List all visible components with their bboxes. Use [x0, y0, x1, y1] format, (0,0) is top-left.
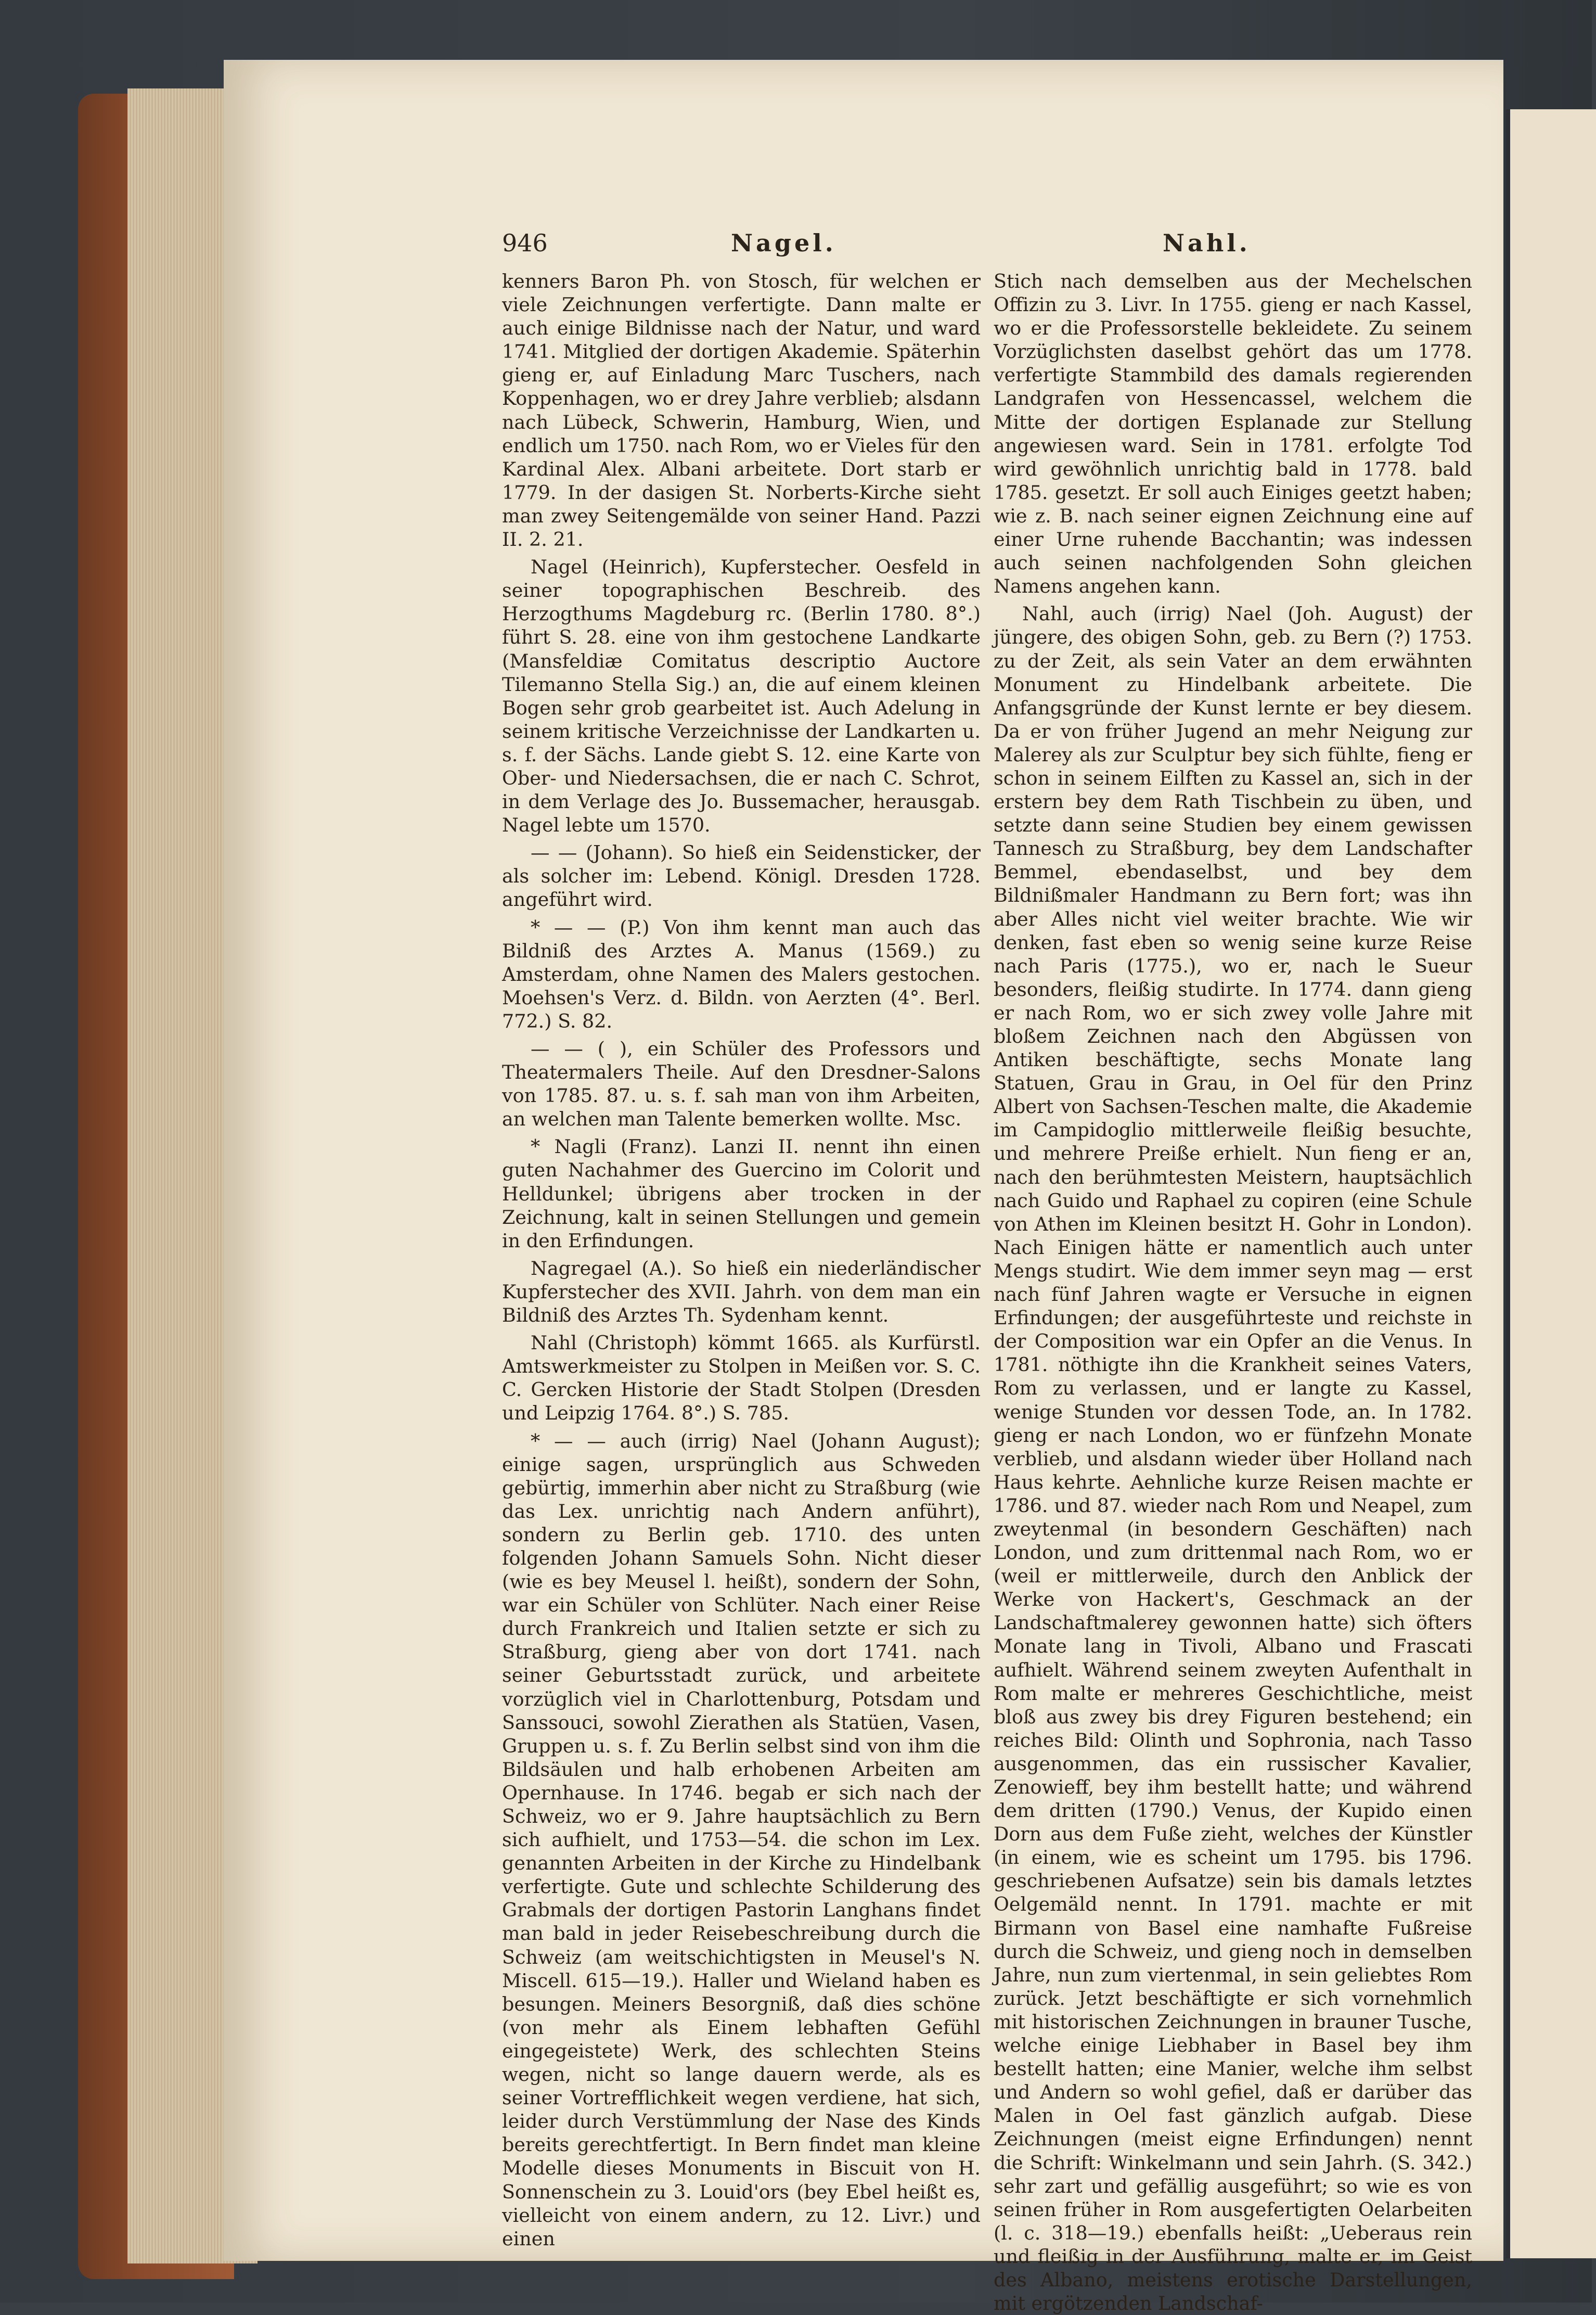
- left-text-column: [502, 270, 981, 2250]
- paragraph: — — ( ), ein Schüler des Professors und Theatermalers Theile. Auf den Dresdner-Salons von 1785. 87. u. s. f. sah man von ihm Arbeiten, an welchen man Talente bemerken wollte. Msc.: [502, 1038, 981, 1131]
- left-heading: Nagel.: [731, 229, 836, 257]
- paragraph: Stich nach demselben aus der Mechelschen Offizin zu 3. Livr. In 1755. gieng er nach Kassel, wo er die Professorstelle bekleidete. Zu seinem Vorzüglichsten daselbst gehört das um 1778. verfertigte Stammbild des damals regierenden Landgrafen von Hessencassel, welchem die Mitte der dortigen Esplanade zur Stellung angewiesen ward. Sein in 1781. erfolgte Tod wird gewöhnlich unrichtig bald in 1778. bald 1785. gesetzt. Er soll auch Einiges geetzt haben; wie z. B. nach seiner eignen Zeichnung eine auf einer Urne ruhende Bacchantin; was indessen auch seinen nachfolgenden Sohn gleichen Namens angehen kann.: [994, 270, 1472, 598]
- paragraph: * — — auch (irrig) Nael (Johann August); einige sagen, ursprünglich aus Schweden gebürtig, immerhin aber nicht zu Straßburg (wie das Lex. unrichtig nach Andern anführt), sondern zu Berlin geb. 1710. des unten folgenden Johann Samuels Sohn. Nicht dieser (wie es bey Meusel l. heißt), sondern der Sohn, war ein Schüler von Schlüter. Nach einer Reise durch Frankreich und Italien setzte er sich zu Straßburg, gieng aber von dort 1741. nach seiner Geburtsstadt zurück, und arbeitete vorzüglich viel in Charlottenburg, Potsdam und Sanssouci, sowohl Zierathen als Statüen, Vasen, Gruppen u. s. f. Zu Berlin selbst sind von ihm die Bildsäulen und halb erhobenen Arbeiten am Opernhause. In 1746. begab er sich nach der Schweiz, wo er 9. Jahre hauptsächlich zu Bern sich aufhielt, und 1753—54. die schon im Lex. genannten Arbeiten in der Kirche zu Hindelbank verfertigte. Gute und schlechte Schilderung des Grabmals der dortigen Pastorin Langhans findet man bald in jeder Reisebeschreibung durch die Schweiz (am weitschichtigsten in Meusel's N. Miscell. 615—19.). Haller und Wieland haben es besungen. Meiners Besorgniß, daß dies schöne (von mehr als Einem lebhaften Gefühl eingegeistete) Werk, des schlechten Steins wegen, nicht so lange dauern werde, als es seiner Vortrefflichkeit wegen verdiene, hat sich, leider durch Verstümmlung der Nase des Kinds bereits gerechtfertigt. In Bern findet man kleine Modelle dieses Monuments in Biscuit von H. Sonnenschein zu 3. Louid'ors (bey Ebel heißt es, vielleicht von einem andern, zu 12. Livr.) und einen: [502, 1429, 981, 2250]
- paragraph: * Nagli (Franz). Lanzi II. nennt ihn einen guten Nachahmer des Guercino im Colorit und Helldunkel; übrigens aber trocken in der Zeichnung, kalt in seinen Stellungen und gemein in den Erfindungen.: [502, 1135, 981, 1252]
- paragraph: kenners Baron Ph. von Stosch, für welchen er viele Zeichnungen verfertigte. Dann malte er auch einige Bildnisse nach der Natur, und ward 1741. Mitglied der dortigen Akademie. Späterhin gieng er, auf Einladung Marc Tuschers, nach Koppenhagen, wo er drey Jahre verblieb; alsdann nach Lübeck, Schwerin, Hamburg, Wien, und endlich um 1750. nach Rom, wo er Vieles für den Kardinal Alex. Albani arbeitete. Dort starb er 1779. In der dasigen St. Norberts-Kirche sieht man zwey Seitengemälde von seiner Hand. Pazzi II. 2. 21.: [502, 270, 981, 551]
- paragraph: — — (Johann). So hieß ein Seidensticker, der als solcher im: Lebend. Königl. Dresden 1728. angeführt wird.: [502, 841, 981, 911]
- paragraph: Nagel (Heinrich), Kupferstecher. Oesfeld in seiner topographischen Beschreib. des Herzogthums Magdeburg rc. (Berlin 1780. 8°.) führt S. 28. eine von ihm gestochene Landkarte (Mansfeldiæ Comitatus descriptio Auctore Tilemanno Stella Sig.) an, die auf einem kleinen Bogen sehr grob gearbeitet ist. Auch Adelung in seinem kritische Verzeichnisse der Landkarten u. s. f. der Sächs. Lande giebt S. 12. eine Karte von Ober- und Niedersachsen, die er nach C. Schrot, in dem Verlage des Jo. Bussemacher, herausgab. Nagel lebte um 1570.: [502, 556, 981, 837]
- right-text-column: [994, 270, 1472, 2315]
- page-number: 946: [502, 229, 548, 257]
- paragraph: Nahl, auch (irrig) Nael (Joh. August) der jüngere, des obigen Sohn, geb. zu Bern (?) 1753. zu der Zeit, als sein Vater an dem erwähnten Monument zu Hindelbank arbeitete. Die Anfangsgründe der Kunst lernte er bey diesem. Da er von früher Jugend an mehr Neigung zur Malerey als zur Sculptur bey sich fühlte, fieng er schon in seinem Eilften zu Kassel an, sich in der erstern bey dem Rath Tischbein zu üben, und setzte dann seine Studien bey einem gewissen Tannesch zu Straßburg, bey dem Landschafter Bemmel, ebendaselbst, und bey dem Bildnißmaler Handmann zu Bern fort; was ihn aber Alles nicht viel weiter brachte. Wie wir denken, fast eben so wenig seine kurze Reise nach Paris (1775.), wo er, nach le Sueur besonders, fleißig studirte. In 1774. dann gieng er nach Rom, wo er sich zwey volle Jahre mit bloßem Zeichnen nach den Abgüssen von Antiken beschäftigte, sechs Monate lang Statuen, Grau in Grau, in Oel für den Prinz Albert von Sachsen-Teschen malte, die Akademie im Campidoglio mittlerweile fleißig besuchte, und mehrere Preiße erhielt. Nun fieng er an, nach den berühmtesten Meistern, hauptsächlich nach Guido und Raphael zu copiren (eine Schule von Athen im Kleinen besitzt H. Gohr in London). Nach Einigen hätte er namentlich auch unter Mengs studirt. Wie dem immer seyn mag — erst nach fünf Jahren wagte er Versuche in eignen Erfindungen; der ausgeführteste und reichste in der Composition war ein Opfer an die Venus. In 1781. nöthigte ihn die Krankheit seines Vaters, Rom zu verlassen, und er langte zu Kassel, wenige Stunden vor dessen Tode, an. In 1782. gieng er nach London, wo er fünfzehn Monate verblieb, und alsdann wieder über Holland nach Haus kehrte. Aehnliche kurze Reisen machte er 1786. und 87. wieder nach Rom und Neapel, zum zweytenmal (in besondern Geschäften) nach London, und zum drittenmal nach Rom, wo er (weil er mittlerweile, durch den Anblick der Werke von Hackert's, Geschmack an der Landschaftmalerey gewonnen hatte) sich öfters Monate lang in Tivoli, Albano und Frascati aufhielt. Während seinem zweyten Aufenthalt in Rom malte er mehreres Geschichtliche, meist bloß aus zwey bis drey Figuren bestehend; ein reiches Bild: Olinth und Sophronia, nach Tasso ausgenommen, das ein russischer Kavalier, Zenowieff, bey ihm bestellt hatte; und während dem dritten (1790.) Venus, der Kupido einen Dorn aus dem Fuße zieht, welches der Künstler (in einem, wie es scheint um 1795. bis 1796. geschriebenen Aufsatze) sein bis damals letztes Oelgemäld nennt. In 1791. machte er mit Birmann von Basel eine namhafte Fußreise durch die Schweiz, und gieng noch in demselben Jahre, nun zum viertenmal, in sein geliebtes Rom zurück. Jetzt beschäftigte er sich vornehmlich mit historischen Zeichnungen in brauner Tusche, welche einige Liebhaber in Basel bey ihm bestellt hatten; eine Manier, welche ihm selbst und Andern so wohl gefiel, daß er darüber das Malen in Oel fast gänzlich aufgab. Diese Zeichnungen (meist eigne Erfindungen) nennt die Schrift: Winkelmann und sein Jahrh. (S. 342.) sehr zart und gefällig ausgeführt; so wie es von seinen früher in Rom ausgefertigten Oelarbeiten (l. c. 318—19.) ebenfalls heißt: „Ueberaus rein und fleißig in der Ausführung, malte er, im Geist des Albano, meistens erotische Darstellungen, mit ergötzenden Landschaf-: [994, 603, 1472, 2315]
- right-heading: Nahl.: [1163, 229, 1251, 257]
- running-header: [502, 229, 1514, 265]
- paragraph: Nahl (Christoph) kömmt 1665. als Kurfürstl. Amtswerkmeister zu Stolpen in Meißen vor. S. C. C. Gercken Historie der Stadt Stolpen (Dresden und Leipzig 1764. 8°.) S. 785.: [502, 1332, 981, 1425]
- paragraph: * — — (P.) Von ihm kennt man auch das Bildniß des Arztes A. Manus (1569.) zu Amsterdam, ohne Namen des Malers gestochen. Moehsen's Verz. d. Bildn. von Aerzten (4°. Berl. 772.) S. 82.: [502, 916, 981, 1032]
- paragraph: Nagregael (A.). So hieß ein niederländischer Kupferstecher des XVII. Jahrh. von dem man ein Bildniß des Arztes Th. Sydenham kennt.: [502, 1257, 981, 1327]
- facing-page-edge: [1506, 109, 1596, 2258]
